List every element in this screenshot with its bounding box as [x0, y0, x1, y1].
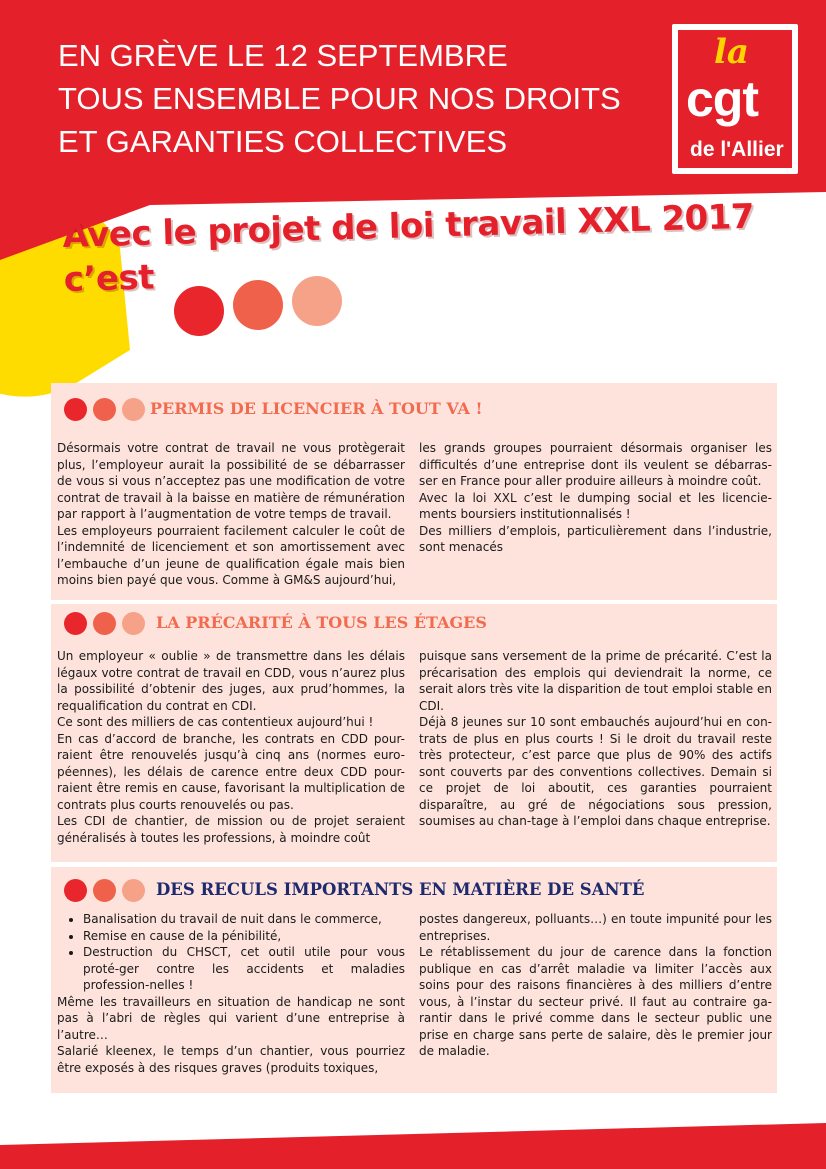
section-2-left-column — [57, 648, 405, 846]
section-2-left-paragraph: Les CDI de chantier, de mission ou de projet seraient généralisés à toutes les professions, à moindre coût — [57, 814, 405, 845]
section-1-right-paragraph: les grands groupes pourraient désormais organiser les difficultés d’une entreprise dont ils veulent se débarras-ser en France pour aller produire ailleurs à moindre coût. — [419, 441, 772, 488]
section-1-title: PERMIS DE LICENCIER À TOUT VA ! — [150, 399, 483, 418]
section-3-right-paragraph: postes dangereux, polluants…) en toute impunité pour les entreprises. — [419, 912, 772, 943]
large-dot-1 — [174, 286, 224, 336]
section-3-title: DES RECULS IMPORTANTS EN MATIÈRE DE SANTÉ — [156, 880, 645, 899]
section-1-dot-1 — [64, 398, 87, 421]
section-3-left-paragraph: Même les travailleurs en situation de handicap ne sont pas à l’abri de règles qui varient d’une entreprise à l’autre… — [57, 994, 405, 1042]
section-3-dot-3 — [122, 879, 145, 902]
section-precarite — [51, 604, 777, 862]
section-3-dot-1 — [64, 879, 87, 902]
section-3-right-paragraph: Le rétablissement du jour de carence dans la fonction publique en cas d’arrêt maladie va limiter l’accès aux soins pour des raisons financières à des milliers d’entre vous, à l’instar du secteur privé. Il faut au contraire ga-rantir dans le privé comme dans le secteur public une prise en charge sans perte de salaire, dès le premier jour de maladie. — [419, 945, 772, 1058]
headline — [58, 34, 621, 163]
bullet-item: • Banalisation du travail de nuit dans le commerce, — [83, 911, 405, 928]
footer-red-band — [0, 1123, 826, 1169]
section-2-right-column — [419, 648, 772, 830]
section-3-left-column — [57, 911, 405, 1076]
section-2-dot-2 — [93, 612, 116, 635]
section-2-right-paragraph: Déjà 8 jeunes sur 10 sont embauchés aujourd’hui en con-trats de plus en plus courts ! Si le droit du travail reste très protecteur, c’est parce que plus de 90% des actifs sont couverts par des conventions collectives. Demain si ce projet de loi aboutit, ces garanties pourraient disparaître, au gré de négociations sous pression, soumises au chan-tage à l’emploi dans chaque entreprise. — [419, 715, 772, 828]
section-2-left-paragraph: En cas d’accord de branche, les contrats en CDD pour-raient être renouvelés jusqu’à cinq ans (normes euro-péennes), les délais de carence entre deux CDD pour-raient être remis en cause, favorisant la multiplication de contrats plus courts renouvelés ou pas. — [57, 731, 405, 812]
section-1-right-paragraph: Avec la loi XXL c’est le dumping social et les licencie-ments boursiers institutionnalisés ! — [419, 490, 772, 521]
headline-line-2: TOUS ENSEMBLE POUR NOS DROITS — [58, 81, 621, 116]
cgt-logo — [672, 24, 798, 174]
section-1-left-paragraph: Désormais votre contrat de travail ne vous protègerait plus, l’employeur aurait la possibilité de se débarrasser de vous si vous n’acceptez pas une modification de votre contrat de travail à la baisse en matière de rémunération par rapport à l’augmentation de votre temps de travail. — [57, 441, 405, 521]
section-sante — [51, 867, 777, 1093]
headline-line-3: ET GARANTIES COLLECTIVES — [58, 124, 508, 159]
section-2-right-paragraph: puisque sans versement de la prime de précarité. C’est la précarisation des emplois qui deviendrait la norme, ce serait alors très vite la disparition de tout emploi stable en CDI. — [419, 649, 772, 713]
bullet-item: • Remise en cause de la pénibilité, — [83, 928, 405, 945]
section-3-dot-2 — [93, 879, 116, 902]
section-2-dot-3 — [122, 612, 145, 635]
logo-cgt-text: cgt — [686, 71, 758, 127]
section-3-bullet-list — [57, 911, 405, 994]
subheadline-line-1: Avec le projet de loi travail XXL 2017 — [62, 196, 755, 256]
headline-line-1: EN GRÈVE LE 12 SEPTEMBRE — [58, 38, 508, 73]
section-2-dot-1 — [64, 612, 87, 635]
logo-la-text: la — [714, 32, 749, 72]
section-3-right-column — [419, 911, 772, 1060]
section-1-dot-2 — [93, 398, 116, 421]
subheadline-line-2: c’est — [63, 257, 155, 300]
section-1-right-paragraph: Des milliers d’emplois, particulièrement dans l’industrie, sont menacés — [419, 523, 772, 554]
section-1-dot-3 — [122, 398, 145, 421]
section-2-left-paragraph: Ce sont des milliers de cas contentieux aujourd’hui ! — [57, 715, 374, 729]
section-2-title: LA PRÉCARITÉ À TOUS LES ÉTAGES — [156, 613, 487, 632]
cgt-logo-inner — [678, 30, 792, 168]
large-dot-3 — [292, 276, 342, 326]
section-3-left-paragraph: Salarié kleenex, le temps d’un chantier, vous pourriez être exposés à des risques graves (produits toxiques, — [57, 1044, 405, 1075]
bullet-item: • Destruction du CHSCT, cet outil utile pour vous proté-ger contre les accidents et maladies profession-nelles ! — [83, 944, 405, 994]
large-dot-2 — [233, 280, 283, 330]
section-2-left-paragraph: Un employeur « oublie » de transmettre dans les délais légaux votre contrat de travail en CDD, vous n’aurez plus la possibilité d’obtenir des juges, aux prud’hommes, la requalification du contrat en CDI. — [57, 649, 405, 713]
section-1-left-paragraph: Les employeurs pourraient facilement calculer le coût de l’indemnité de licenciement et son amortissement avec l’embauche d’un jeune de qualification égale mais bien moins bien payé que vous. Comme à GM&S aujourd’hui, — [57, 523, 405, 587]
section-licenciement — [51, 383, 777, 600]
section-1-left-column — [57, 440, 405, 589]
section-1-right-column — [419, 440, 772, 556]
logo-sub-text: de l'Allier — [690, 138, 784, 161]
